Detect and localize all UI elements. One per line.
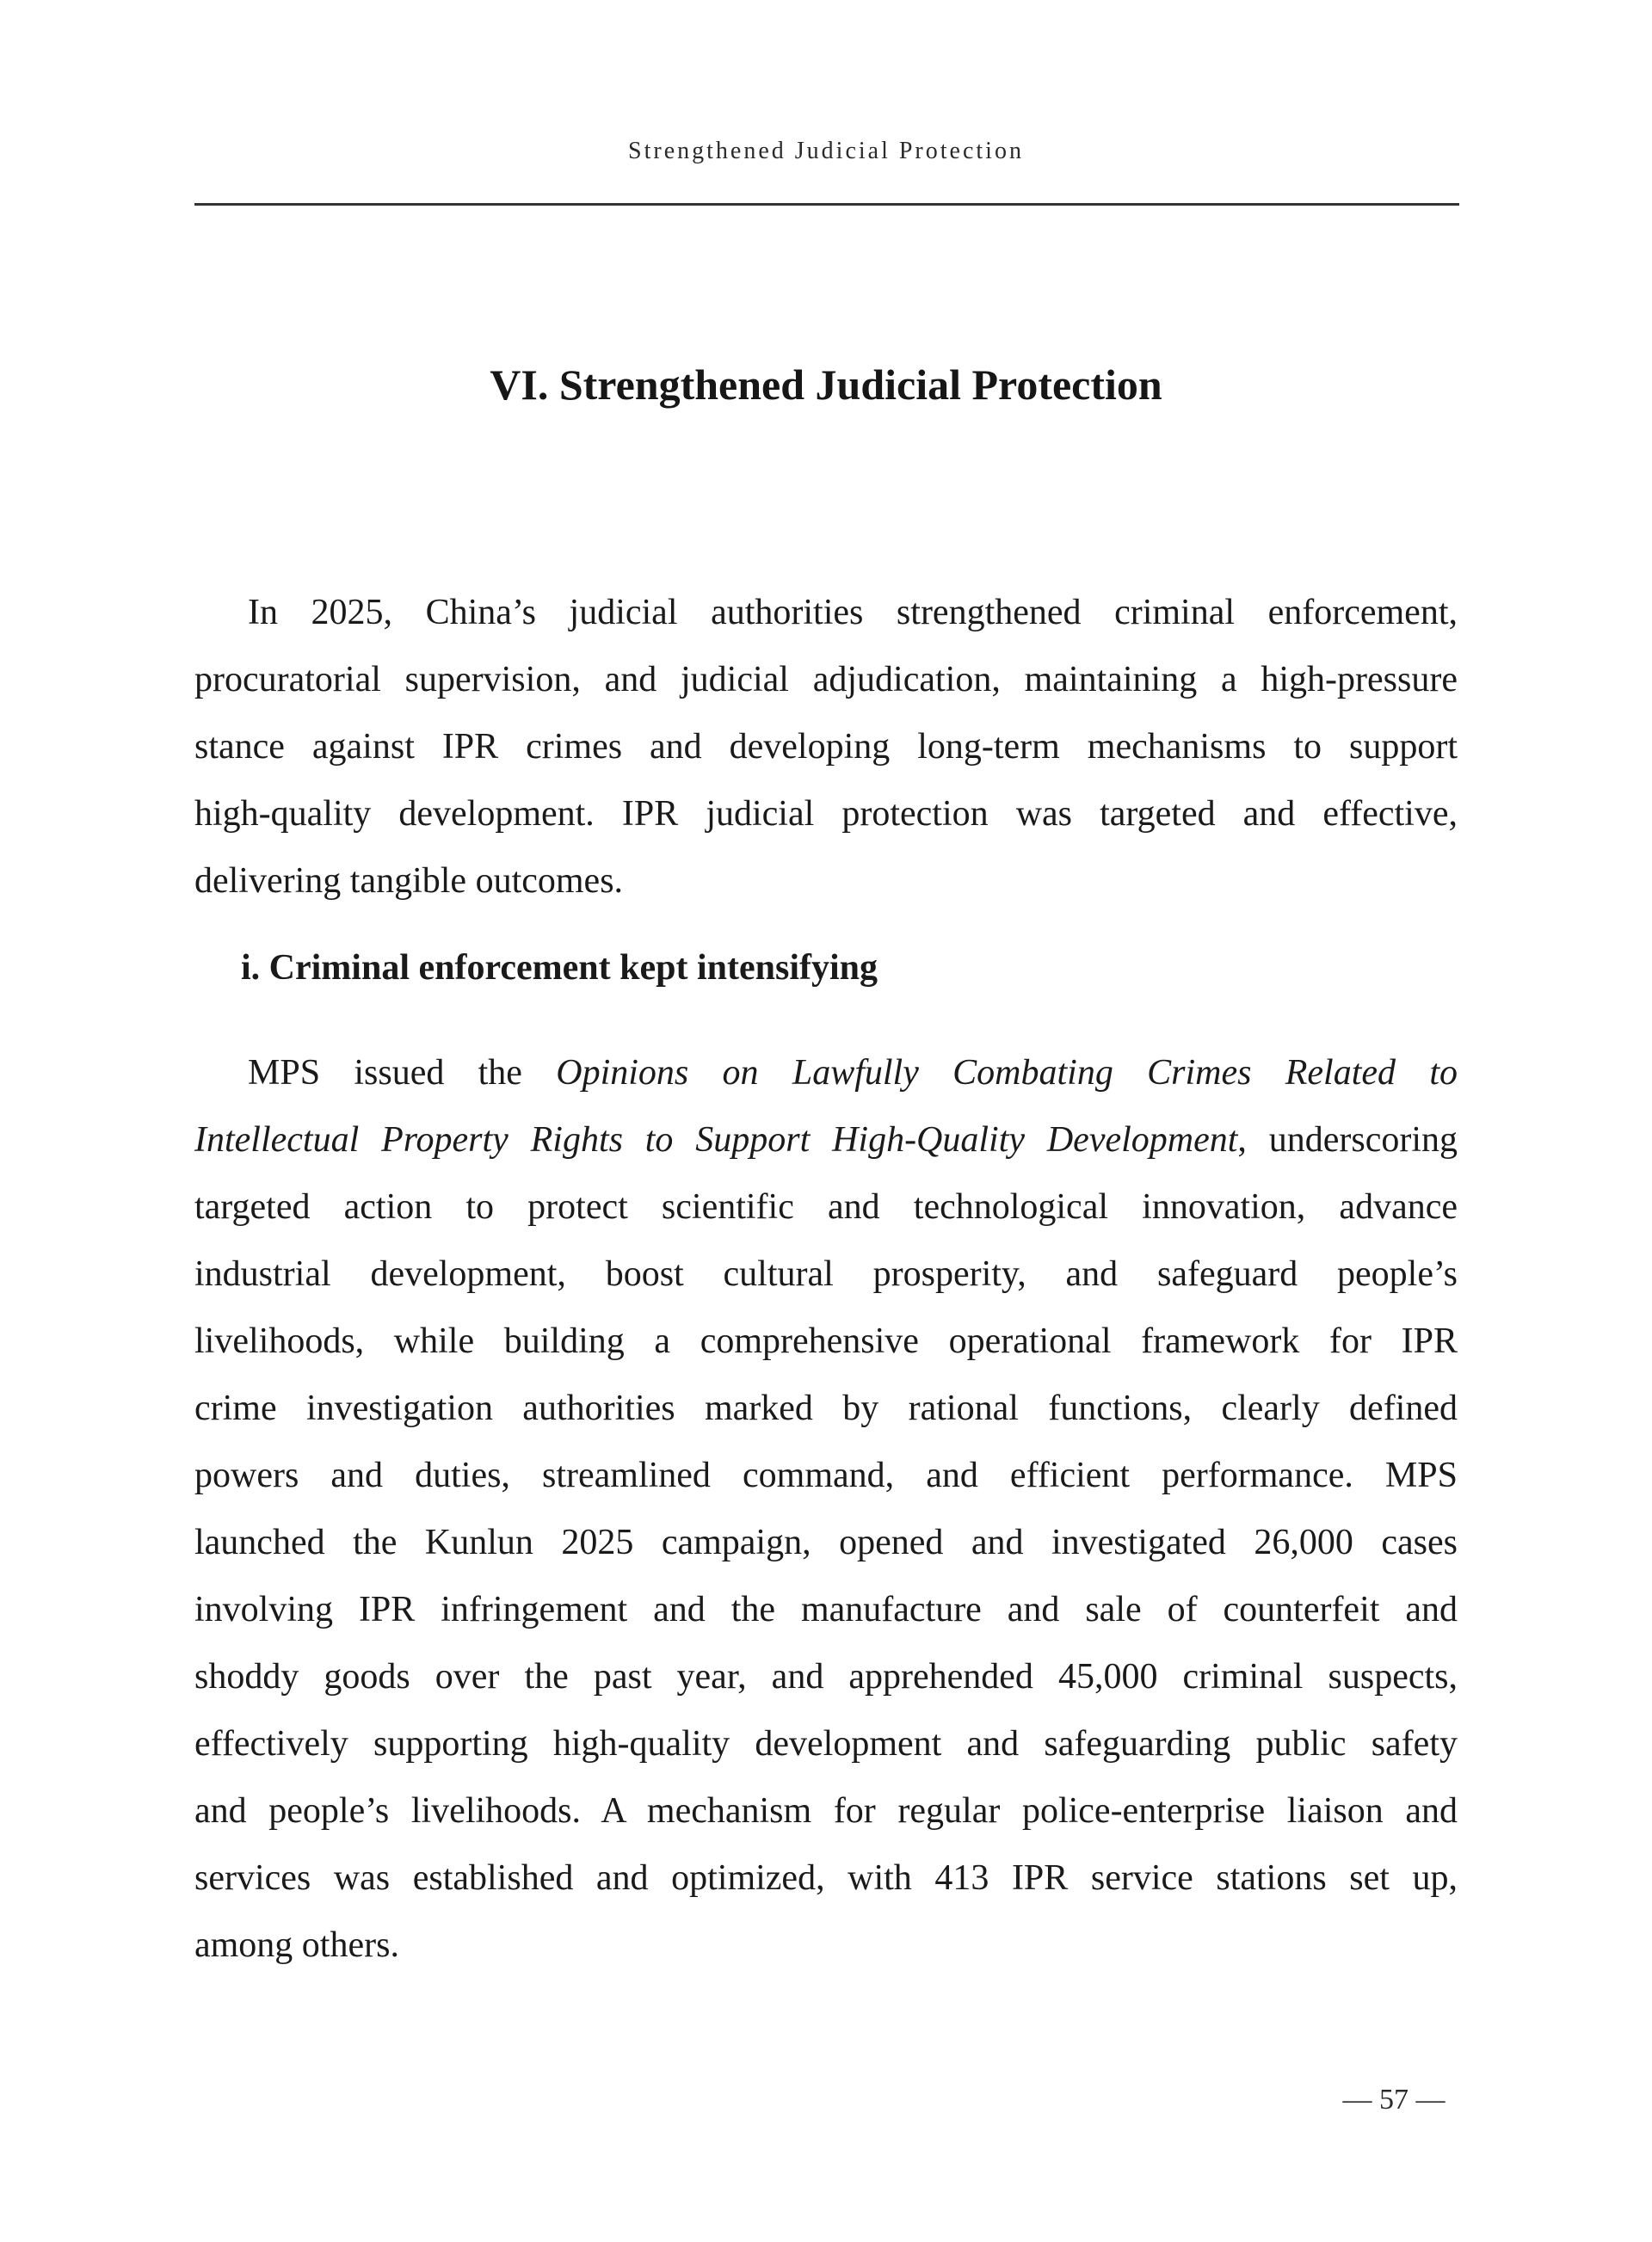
section-heading: i. Criminal enforcement kept intensifying [241, 948, 878, 988]
paragraph-line: launched the Kunlun 2025 campaign, opened and investigated 26,000 cases [194, 1523, 1458, 1562]
paragraph-line: and people’s livelihoods. A mechanism for regular police-enterprise liaison and [194, 1791, 1458, 1831]
paragraph-line: high-quality development. IPR judicial protection was targeted and effective, [194, 794, 1458, 834]
paragraph-line: delivering tangible outcomes. [194, 861, 624, 901]
page-number: — 57 — [1342, 2084, 1446, 2116]
running-header: Strengthened Judicial Protection [628, 138, 1024, 164]
paragraph-line: crime investigation authorities marked by rational functions, clearly defined [194, 1389, 1458, 1428]
body-content [194, 579, 1458, 1979]
paragraph-line: procuratorial supervision, and judicial adjudication, maintaining a high-pressure [194, 660, 1458, 699]
paragraph-line [194, 1039, 1458, 1106]
paragraph-line [194, 1106, 1458, 1173]
paragraph-line: involving IPR infringement and the manufacture and sale of counterfeit and [194, 1590, 1458, 1629]
paragraph-line: effectively supporting high-quality development and safeguarding public safety [194, 1724, 1458, 1764]
paragraph-line: services was established and optimized, with 413 IPR service stations set up, [194, 1858, 1458, 1898]
italic-text-segment: Opinions on Lawfully Combating Crimes Related to [556, 1053, 1458, 1093]
paragraph-1 [194, 579, 1458, 915]
paragraph-line: stance against IPR crimes and developing long-term mechanisms to support [194, 727, 1458, 767]
text-segment: , underscoring [1237, 1120, 1458, 1160]
page-title: VI. Strengthened Judicial Protection [490, 360, 1162, 409]
paragraph-line: industrial development, boost cultural prosperity, and safeguard people’s [194, 1254, 1458, 1294]
text-segment: MPS issued the [248, 1053, 557, 1093]
paragraph-2 [194, 1039, 1458, 1979]
italic-text-segment: Intellectual Property Rights to Support High-Quality Development [194, 1120, 1238, 1160]
paragraph-line: livelihoods, while building a comprehensive operational framework for IPR [194, 1321, 1458, 1361]
paragraph-line: In 2025, China’s judicial authorities strengthened criminal enforcement, [248, 593, 1458, 632]
paragraph-line: shoddy goods over the past year, and apprehended 45,000 criminal suspects, [194, 1657, 1458, 1697]
paragraph-line: powers and duties, streamlined command, and efficient performance. MPS [194, 1456, 1458, 1495]
header-rule [194, 203, 1459, 206]
paragraph-line: targeted action to protect scientific and technological innovation, advance [194, 1187, 1458, 1227]
paragraph-line: among others. [194, 1925, 399, 1965]
